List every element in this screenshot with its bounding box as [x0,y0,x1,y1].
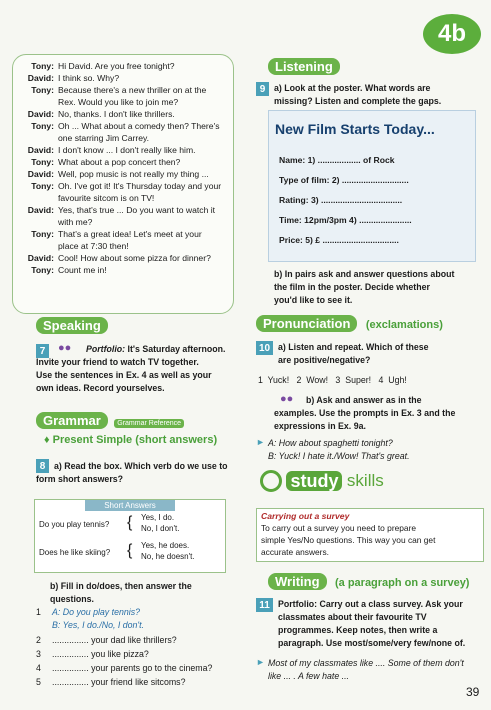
pronunciation-b-line1: b) Ask and answer as in the [306,395,422,405]
dialogue-line [16,264,226,276]
item-number: 1 [36,607,41,617]
unit-badge: 4b [423,14,481,54]
writing-line3: programmes. Keep notes, then write a [278,625,438,635]
dialogue-text: Hi David. Are you free tonight? [58,61,175,71]
exclamation-items: 1 Yuck! 2 Wow! 3 Super! 4 Ugh! [258,375,407,385]
item-number: 4 [36,663,41,673]
speaker-name: David: [27,73,54,83]
dialogue-line [16,72,226,84]
film-poster [268,110,476,262]
grammar-item-text: B: Yes, I do./No, I don't. [52,620,144,630]
sa-question-2: Does he like skiing? [39,548,111,557]
writing-subtitle: (a paragraph on a survey) [334,577,470,589]
speaking-line3: Use the sentences in Ex. 4 as well as your [36,370,212,380]
example-arrow-icon-2: ► [256,657,265,667]
sa-answer-2b: No, he doesn't. [141,552,195,561]
dialogue-line [16,252,226,264]
exercise-7-number: 7 [36,344,49,358]
dialogue-line [16,168,226,180]
dialogue-text: Oh ... What about a comedy then? There's one starring Jim Carrey. [58,121,220,143]
brace-1: { [127,514,133,531]
speaking-line1 [86,343,256,356]
grammar-item-text: ............... your dad like thrillers? [52,635,177,645]
speaker-name: David: [27,205,54,215]
survey-tip-line2: simple Yes/No questions. This way you can get [261,535,436,545]
pronunciation-heading: Pronunciation [256,315,357,332]
grammar-item-text: ............... your parents go to the cinema? [52,663,213,673]
dialogue-text: I don't know ... I don't really like him. [58,145,196,155]
page-number: 39 [466,685,480,699]
dialogue-text: Well, pop music is not really my thing ... [58,169,209,179]
grammar-b-line2: questions. [50,594,94,604]
dialogue-text: No, thanks. I don't like thrillers. [58,109,175,119]
grammar-heading-wrap [36,412,184,430]
grammar-heading: Grammar [36,412,108,429]
speaker-name: Tony: [31,61,54,71]
exercise-9-number: 9 [256,82,269,96]
speaking-heading: Speaking [36,317,108,334]
study-circle-icon [260,470,282,492]
exercise-10-number: 10 [256,341,273,355]
grammar-a-line1: a) Read the box. Which verb do we use to [54,461,228,471]
speaker-name: Tony: [31,181,54,191]
pair-work-icon: ●● [58,342,72,354]
poster-title: New Film Starts Today... [275,121,435,137]
grammar-item-text: ............... you like pizza? [52,649,149,659]
writing-line4: paragraph. Use most/some/very few/none of. [278,638,466,648]
survey-tip-line1: To carry out a survey you need to prepare [261,523,417,533]
dialogue-line [16,60,226,72]
speaking-line2: Invite your friend to watch TV together. [36,357,199,367]
poster-line: Type of film: 2) ............................ [279,175,409,185]
item-number: 2 [36,635,41,645]
poster-line: Time: 12pm/3pm 4) ...................... [279,215,412,225]
speaker-name: Tony: [31,85,54,95]
speaking-text1: It's Saturday afternoon. [127,344,226,354]
exercise-11-number: 11 [256,598,273,612]
speaker-name: David: [27,145,54,155]
portfolio-label: Portfolio: [86,344,126,354]
dialogue-line [16,204,226,228]
dialogue-text: Count me in! [58,265,107,275]
sa-answer-2a: Yes, he does. [141,541,190,550]
poster-line: Price: 5) £ ................................ [279,235,399,245]
listening-a-line2: missing? Listen and complete the gaps. [274,96,442,106]
brace-2: { [127,542,133,559]
pronunciation-a-line1: a) Listen and repeat. Which of these [278,342,429,352]
speaking-line4: own ideas. Record yourselves. [36,383,165,393]
writing-heading: Writing [268,573,327,590]
sa-question-1: Do you play tennis? [39,520,110,529]
speaker-name: Tony: [31,265,54,275]
grammar-reference-tag: Grammar Reference [114,419,184,428]
pronunciation-example-1: A: How about spaghetti tonight? [268,438,393,448]
listening-b-line1: b) In pairs ask and answer questions about [274,269,455,279]
survey-tip-line3: accurate answers. [261,547,329,557]
grammar-subtitle-text: Present Simple (short answers) [52,434,218,446]
dialogue-line [16,180,226,204]
sa-answer-1b: No, I don't. [141,524,180,533]
writing-heading-wrap [268,573,469,591]
survey-tip-box [256,508,484,562]
dialogue-line [16,228,226,252]
dialogue-line [16,156,226,168]
dialogue-line [16,108,226,120]
listening-b-line3: you'd like to see it. [274,295,353,305]
pronunciation-example-2: B: Yuck! I hate it./Wow! That's great. [268,451,410,461]
poster-line: Name: 1) .................. of Rock [279,155,395,165]
sa-answer-1a: Yes, I do. [141,513,175,522]
dialogue-line [16,144,226,156]
writing-example-1: Most of my classmates like .... Some of them don't [268,658,464,668]
exercise-8-number: 8 [36,459,49,473]
listening-heading: Listening [268,58,340,75]
writing-line1: Portfolio: Carry out a class survey. Ask your [278,599,463,609]
writing-line2: classmates about their favourite TV [278,612,427,622]
listening-a-line1: a) Look at the poster. What words are [274,83,431,93]
speaking-heading-wrap [36,317,108,335]
item-number: 5 [36,677,41,687]
writing-example-2: like ... . A few hate ... [268,671,349,681]
speaker-name: Tony: [31,121,54,131]
dialogue-text: That's a great idea! Let's meet at your place at 7:30 then! [58,229,202,251]
speaker-name: David: [27,253,54,263]
poster-line: Rating: 3) .................................. [279,195,403,205]
speaker-name: Tony: [31,157,54,167]
pair-work-icon-2: ●● [280,393,294,405]
dialogue-text: Yes, that's true ... Do you want to watch it with me? [58,205,216,227]
listening-b-line2: the film in the poster. Decide whether [274,282,430,292]
dialogue-text: Oh. I've got it! It's Thursday today and your favourite sitcom is on TV! [58,181,222,203]
speaker-name: David: [27,169,54,179]
item-number: 3 [36,649,41,659]
grammar-b-line1: b) Fill in do/does, then answer the [50,581,192,591]
pronunciation-heading-wrap [256,315,443,333]
example-arrow-icon: ► [256,437,265,447]
dialogue-text: I think so. Why? [58,73,120,83]
dialogue-line [16,120,226,144]
study-word: study [286,471,342,491]
skills-word: skills [346,471,384,490]
survey-tip-title: Carrying out a survey [261,511,350,521]
dialogue-text: Cool! How about some pizza for dinner? [58,253,211,263]
dialogue-text: What about a pop concert then? [58,157,181,167]
dialogue-line [16,84,226,108]
dialogue-text: Because there's a new thriller on at the Rex. Would you like to join me? [58,85,207,107]
speaker-name: Tony: [31,229,54,239]
pronunciation-b-line3: expressions in Ex. 9a. [274,421,366,431]
speaker-name: David: [27,109,54,119]
listening-heading-wrap [268,58,340,76]
grammar-a-line2: form short answers? [36,474,124,484]
grammar-item-text: A: Do you play tennis? [52,607,141,617]
study-skills-banner [260,470,480,496]
pronunciation-b-line2: examples. Use the prompts in Ex. 3 and the [274,408,456,418]
grammar-item-text: ............... your friend like sitcoms? [52,677,186,687]
pronunciation-subtitle: (exclamations) [365,319,443,331]
grammar-subtitle: ♦ Present Simple (short answers) [44,434,218,446]
short-answers-title: Short Answers [85,500,175,511]
short-answers-box [34,499,226,573]
pronunciation-a-line2: are positive/negative? [278,355,371,365]
